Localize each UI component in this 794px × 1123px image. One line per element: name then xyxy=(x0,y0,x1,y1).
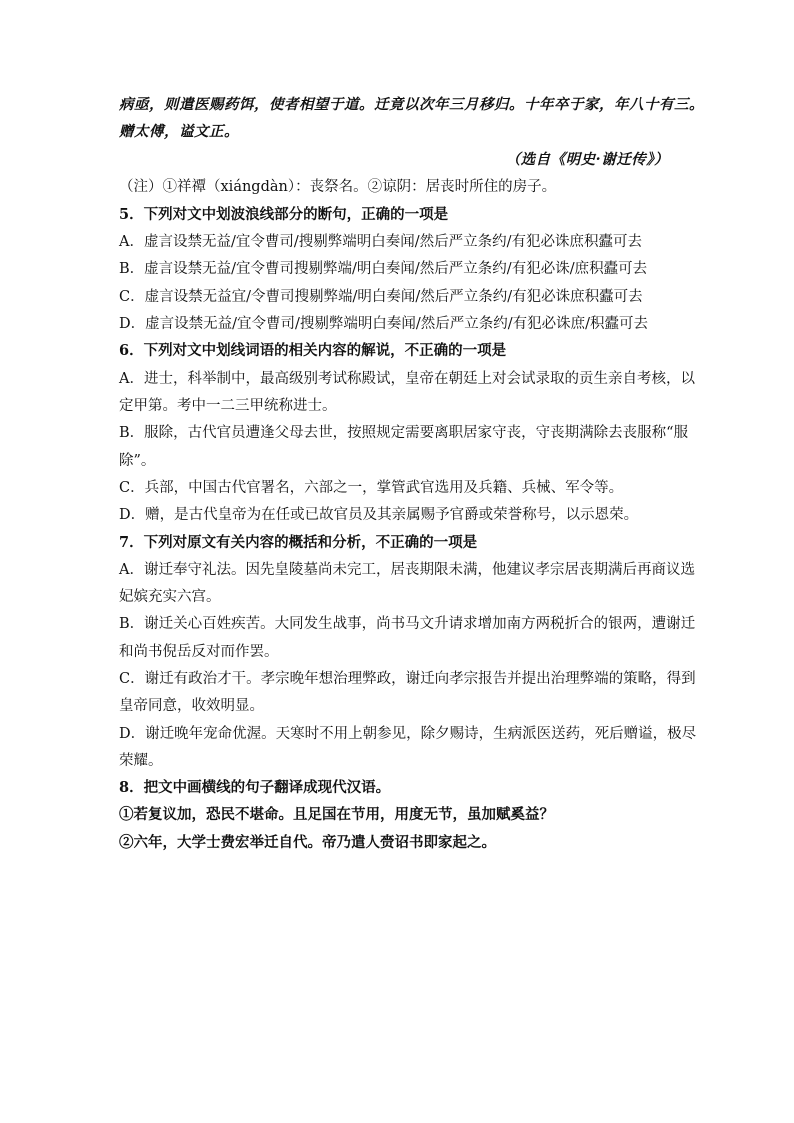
note: （注）①祥禫（xiángdàn）：丧祭名。②谅阴：居丧时所住的房子。 xyxy=(119,179,557,195)
q7-option-c-line1: C．谢迁有政治才干。孝宗晚年想治理弊政，谢迁向孝宗报告并提出治理弊端的策略，得到 xyxy=(119,671,696,687)
q6-option-a-line1: A．进士，科举制中，最高级别考试称殿试，皇帝在朝廷上对会试录取的贡生亲自考核，以 xyxy=(119,371,695,387)
q8-sentence-1: ①若复议加，恐民不堪命。且足国在节用，用度无节，虽加赋奚益？ xyxy=(119,806,554,823)
q7-option-d-line2: 荣耀。 xyxy=(119,753,163,769)
q6-option-d: D．赠，是古代皇帝为在任或已故官员及其亲属赐予官爵或荣誉称号，以示恩荣。 xyxy=(119,507,639,523)
q6-option-b-line1: B．服除，古代官员遭逢父母去世，按照规定需要离职居家守丧，守丧期满除去丧服称“服 xyxy=(119,425,689,441)
q5-stem: 5．下列对文中划波浪线部分的断句，正确的一项是 xyxy=(119,206,449,223)
q7-option-a-line1: A．谢迁奉守礼法。因先皇陵墓尚未完工，居丧期限未满，他建议孝宗居丧期满后再商议选 xyxy=(119,562,695,578)
passage-line-2: 赠太傅，谥文正。 xyxy=(119,123,239,140)
q7-option-b-line2: 和尚书倪岳反对而作罢。 xyxy=(119,644,279,660)
q7-stem: 7．下列对原文有关内容的概括和分析，不正确的一项是 xyxy=(119,534,478,551)
q7-option-c-line2: 皇帝同意，收效明显。 xyxy=(119,698,264,714)
q6-option-c: C．兵部，中国古代官署名，六部之一，掌管武官选用及兵籍、兵械、军令等。 xyxy=(119,480,624,496)
q5-option-c: C．虚言设禁无益宜/令曹司搜剔弊端/明白奏闻/然后严立条约/有犯必诛庶积蠹可去 xyxy=(119,289,643,305)
passage-source: （选自《明史·谢迁传》） xyxy=(505,151,669,168)
q8-sentence-2: ②六年，大学士费宏举迁自代。帝乃遣人赍诏书即家起之。 xyxy=(119,834,496,851)
q5-option-a: A．虚言设禁无益/宜令曹司/搜剔弊端明白奏闻/然后严立条约/有犯必诛庶积蠹可去 xyxy=(119,234,643,250)
q7-option-d-line1: D．谢迁晚年宠命优渥。天寒时不用上朝参见，除夕赐诗，生病派医送药，死后赠谥，极尽 xyxy=(119,726,697,742)
q6-stem: 6．下列对文中划线词语的相关内容的解说，不正确的一项是 xyxy=(119,342,507,359)
q7-option-b-line1: B．谢迁关心百姓疾苦。大同发生战事，尚书马文升请求增加南方两税折合的银两，遭谢迁 xyxy=(119,616,696,632)
q8-stem: 8．把文中画横线的句子翻译成现代汉语。 xyxy=(119,779,391,796)
q6-option-a-line2: 定甲第。考中一二三甲统称进士。 xyxy=(119,398,337,414)
q6-option-b-line2: 除”。 xyxy=(119,453,156,469)
passage-line-1: 病亟，则遣医赐药饵，使者相望于道。迁竟以次年三月移归。十年卒于家，年八十有三。 xyxy=(119,96,704,113)
q5-option-b: B．虚言设禁无益/宜令曹司搜剔弊端/明白奏闻/然后严立条约/有犯必诛/庶积蠹可去 xyxy=(119,261,648,277)
q7-option-a-line2: 妃嫔充实六宫。 xyxy=(119,589,221,605)
q5-option-d: D．虚言设禁无益/宜令曹司/搜剔弊端明白奏闻/然后严立条约/有犯必诛庶/积蠹可去 xyxy=(119,316,649,332)
